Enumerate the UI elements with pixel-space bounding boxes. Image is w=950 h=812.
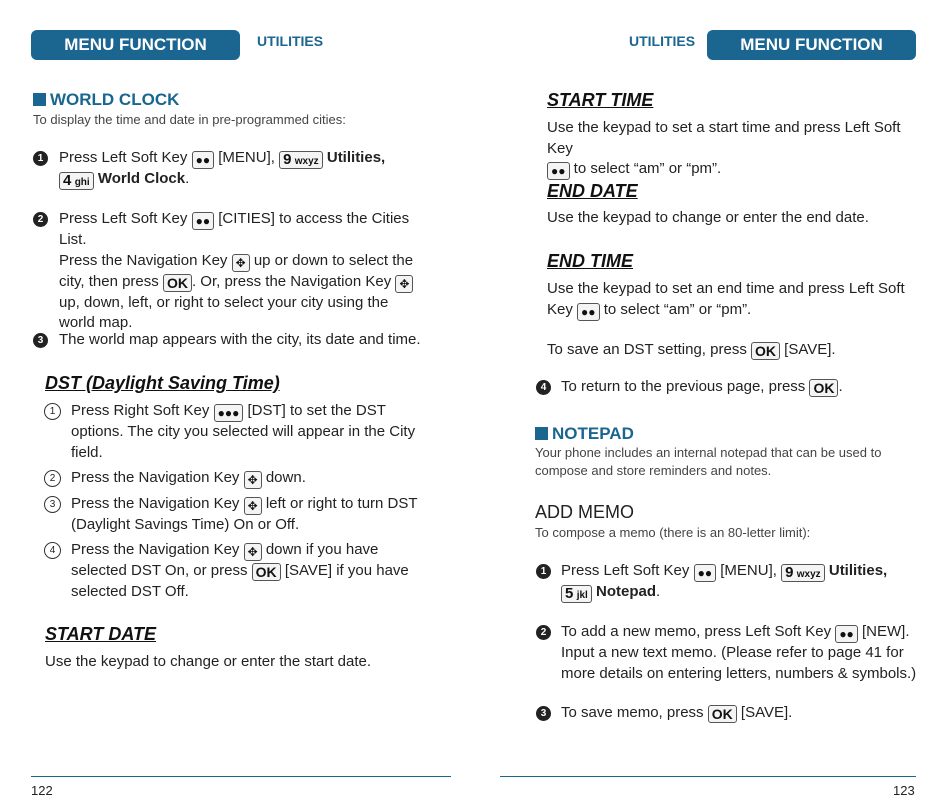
- notepad-heading: NOTEPAD: [535, 424, 634, 444]
- end-date-heading: END DATE: [547, 181, 638, 201]
- step-number-1: 1: [33, 151, 48, 166]
- world-clock-step-2: Press Left Soft Key ●● [CITIES] to access the Cities List. Press the Navigation Key ✥ up or down to select the city, then press OK . Or, press the Navigation Key ✥ up, down, left, or right to select your city using the world map.: [59, 210, 414, 331]
- notepad-description: Your phone includes an internal notepad that can be used to compose and store reminders and notes.: [535, 445, 882, 478]
- dst-heading: DST (Daylight Saving Time): [45, 373, 280, 393]
- dst-step-1: Press Right Soft Key ●●● [DST] to set the DST options. The city you selected will appear in the City field.: [71, 402, 416, 461]
- right-soft-key-icon: ●●●: [214, 404, 244, 422]
- section-tag-right: UTILITIES: [629, 33, 696, 49]
- page-number-left: 122: [31, 783, 53, 798]
- memo-step-3: To save memo, press OK [SAVE].: [561, 704, 793, 722]
- dst-step-2: Press the Navigation Key ✥ down.: [71, 469, 306, 487]
- navigation-key-icon: ✥: [232, 254, 250, 272]
- start-date-heading: START DATE: [45, 624, 156, 644]
- dst-step-4: Press the Navigation Key ✥ down if you have selected DST On, or press OK [SAVE] if you have selected DST Off.: [71, 541, 409, 600]
- memo-step-1: Press Left Soft Key ●● [MENU], 9 wxyz Utilities, 5 jkl Notepad.: [561, 562, 888, 602]
- ok-key-icon: OK: [708, 705, 737, 723]
- ok-key-icon: OK: [252, 563, 281, 581]
- world-clock-description: To display the time and date in pre-programmed cities:: [33, 112, 346, 127]
- world-clock-step-3: The world map appears with the city, its date and time.: [59, 331, 421, 348]
- left-soft-key-icon: ●●: [547, 162, 570, 180]
- dst-step-3: Press the Navigation Key ✥ left or right to turn DST (Daylight Savings Time) On or Off.: [71, 495, 418, 533]
- step-number-4: 4: [536, 380, 551, 395]
- dst-step-number-3: 3: [44, 496, 61, 513]
- memo-step-2: To add a new memo, press Left Soft Key ●● [NEW]. Input a new text memo. (Please refer to page 41 for more details on entering letters, numbers & symbols.): [561, 623, 917, 682]
- dst-step-number-4: 4: [44, 542, 61, 559]
- menu-function-tab-right: MENU FUNCTION: [707, 30, 916, 60]
- ok-key-icon: OK: [751, 342, 780, 360]
- start-time-heading: START TIME: [547, 90, 654, 110]
- end-time-heading: END TIME: [547, 251, 634, 271]
- step-number-3: 3: [536, 706, 551, 721]
- end-date-text: Use the keypad to change or enter the end date.: [547, 209, 869, 226]
- key-9-icon: 9 wxyz: [781, 564, 825, 582]
- save-dst-text: To save an DST setting, press OK [SAVE].: [547, 341, 836, 359]
- end-time-text: Use the keypad to set an end time and press Left Soft Key ●● to select “am” or “pm”.: [547, 280, 905, 319]
- step-number-1: 1: [536, 564, 551, 579]
- step-number-3: 3: [33, 333, 48, 348]
- navigation-key-icon: ✥: [395, 275, 413, 293]
- start-date-text: Use the keypad to change or enter the start date.: [45, 653, 372, 670]
- world-clock-step-1: Press Left Soft Key ●● [MENU], 9 wxyz Utilities, 4 ghi World Clock.: [59, 149, 386, 189]
- navigation-key-icon: ✥: [244, 543, 262, 561]
- footer-divider-left: [31, 776, 451, 777]
- add-memo-heading: ADD MEMO: [535, 502, 634, 522]
- step-number-2: 2: [536, 625, 551, 640]
- return-step-4: To return to the previous page, press OK .: [561, 378, 843, 396]
- square-bullet-icon: [33, 93, 46, 106]
- section-tag-left: UTILITIES: [257, 33, 324, 49]
- dst-step-number-1: 1: [44, 403, 61, 420]
- key-9-icon: 9 wxyz: [279, 151, 323, 169]
- world-clock-heading: WORLD CLOCK: [33, 90, 179, 110]
- footer-divider-right: [500, 776, 916, 777]
- step-number-2: 2: [33, 212, 48, 227]
- left-soft-key-icon: ●●: [694, 564, 717, 582]
- square-bullet-icon: [535, 427, 548, 440]
- left-soft-key-icon: ●●: [577, 303, 600, 321]
- menu-function-tab-left: MENU FUNCTION: [31, 30, 240, 60]
- navigation-key-icon: ✥: [244, 497, 262, 515]
- key-5-icon: 5 jkl: [561, 585, 592, 603]
- left-soft-key-icon: ●●: [192, 212, 215, 230]
- left-soft-key-icon: ●●: [835, 625, 858, 643]
- page-number-right: 123: [893, 783, 915, 798]
- left-soft-key-icon: ●●: [192, 151, 215, 169]
- navigation-key-icon: ✥: [244, 471, 262, 489]
- start-time-text: Use the keypad to set a start time and press Left Soft Key ●● to select “am” or “pm”.: [547, 119, 901, 178]
- ok-key-icon: OK: [163, 274, 192, 292]
- dst-step-number-2: 2: [44, 470, 61, 487]
- key-4-icon: 4 ghi: [59, 172, 94, 190]
- add-memo-description: To compose a memo (there is an 80-letter limit):: [535, 525, 811, 540]
- ok-key-icon: OK: [809, 379, 838, 397]
